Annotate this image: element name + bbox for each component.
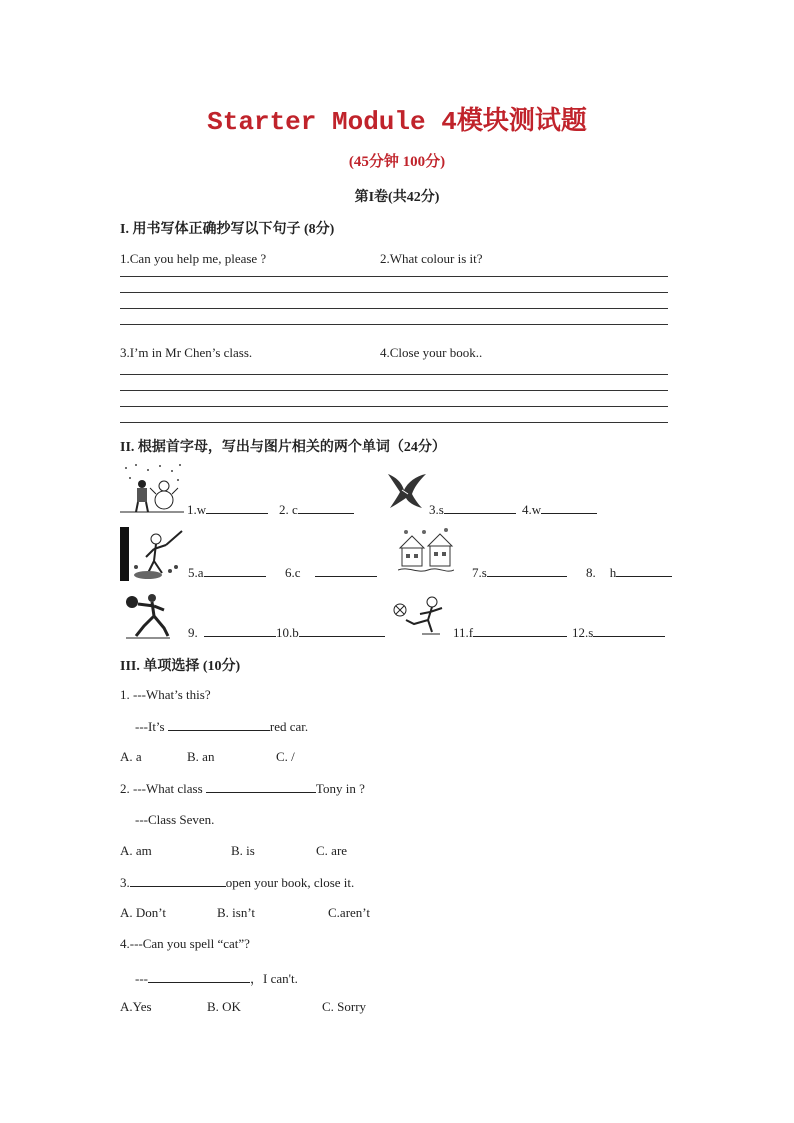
writing-line bbox=[120, 292, 668, 293]
item-11: 11.f bbox=[453, 624, 567, 641]
question-2-option-a: A. am bbox=[120, 843, 152, 858]
item-6: 6.c bbox=[285, 564, 377, 581]
item-8: 8. h bbox=[586, 564, 672, 581]
sentence-1: 1.Can you help me, please ? bbox=[120, 251, 267, 266]
writing-line bbox=[120, 422, 668, 423]
football-player-picture bbox=[392, 594, 450, 638]
item-10: 10.b bbox=[276, 624, 385, 641]
question-4-prompt: 4.---Can you spell “cat”? bbox=[120, 936, 250, 951]
question-2-answer: ---Class Seven. bbox=[135, 812, 215, 827]
spring-scene-picture bbox=[398, 528, 454, 576]
question-4-answer: --- ，I can't. bbox=[135, 971, 298, 986]
question-1-option-a: A. a bbox=[120, 749, 142, 764]
section-3-heading: III. 单项选择 (10分) bbox=[120, 659, 241, 674]
page-subtitle: (45分钟 100分) bbox=[348, 154, 446, 170]
section-2-heading: II. 根据首字母，写出与图片相关的两个单词（24分） bbox=[120, 440, 446, 455]
winter-snowman-picture bbox=[120, 462, 184, 516]
writing-line bbox=[120, 276, 668, 277]
item-4: 4.w bbox=[522, 501, 597, 518]
question-1-prompt: 1. ---What’s this? bbox=[120, 687, 211, 702]
item-1: 1.w bbox=[187, 501, 268, 518]
question-3-option-b: B. isn’t bbox=[217, 905, 256, 920]
question-2-prompt: 2. ---What class Tony in ? bbox=[120, 781, 365, 796]
question-4-option-b: B. OK bbox=[207, 999, 241, 1014]
section-1-heading: I. 用书写体正确抄写以下句子 (8分) bbox=[120, 222, 335, 237]
question-1-option-c: C. / bbox=[276, 749, 295, 764]
writing-line bbox=[120, 406, 668, 407]
sentence-3: 3.I’m in Mr Chen’s class. bbox=[120, 345, 253, 360]
question-4-option-a: A.Yes bbox=[120, 999, 152, 1014]
swallow-bird-picture bbox=[384, 468, 428, 512]
item-5: 5.a bbox=[188, 564, 266, 581]
question-2-option-b: B. is bbox=[231, 843, 255, 858]
question-3-prompt: 3. open your book, close it. bbox=[120, 875, 355, 890]
writing-line bbox=[120, 324, 668, 325]
question-1-option-b: B. an bbox=[187, 749, 215, 764]
autumn-raking-picture bbox=[120, 527, 188, 581]
question-4-option-c: C. Sorry bbox=[322, 999, 367, 1014]
writing-line bbox=[120, 308, 668, 309]
question-1-answer: ---It’s red car. bbox=[135, 719, 309, 734]
sentence-4: 4.Close your book.. bbox=[380, 345, 483, 360]
part-label: 第I卷(共42分) bbox=[354, 190, 440, 205]
writing-line bbox=[120, 374, 668, 375]
question-2-option-c: C. are bbox=[316, 843, 348, 858]
writing-line bbox=[120, 390, 668, 391]
item-7: 7.s bbox=[472, 564, 567, 581]
basketball-player-picture bbox=[122, 592, 174, 640]
item-9: 9. bbox=[188, 624, 276, 641]
item-3: 3.s bbox=[429, 501, 516, 518]
sentence-2: 2.What colour is it? bbox=[380, 251, 483, 266]
page-title: Starter Module 4模块测试题 bbox=[207, 107, 587, 137]
question-3-option-c: C.aren’t bbox=[328, 905, 370, 920]
question-3-option-a: A. Don’t bbox=[120, 905, 166, 920]
item-2: 2. c bbox=[279, 501, 354, 518]
item-12: 12.s bbox=[572, 624, 665, 641]
